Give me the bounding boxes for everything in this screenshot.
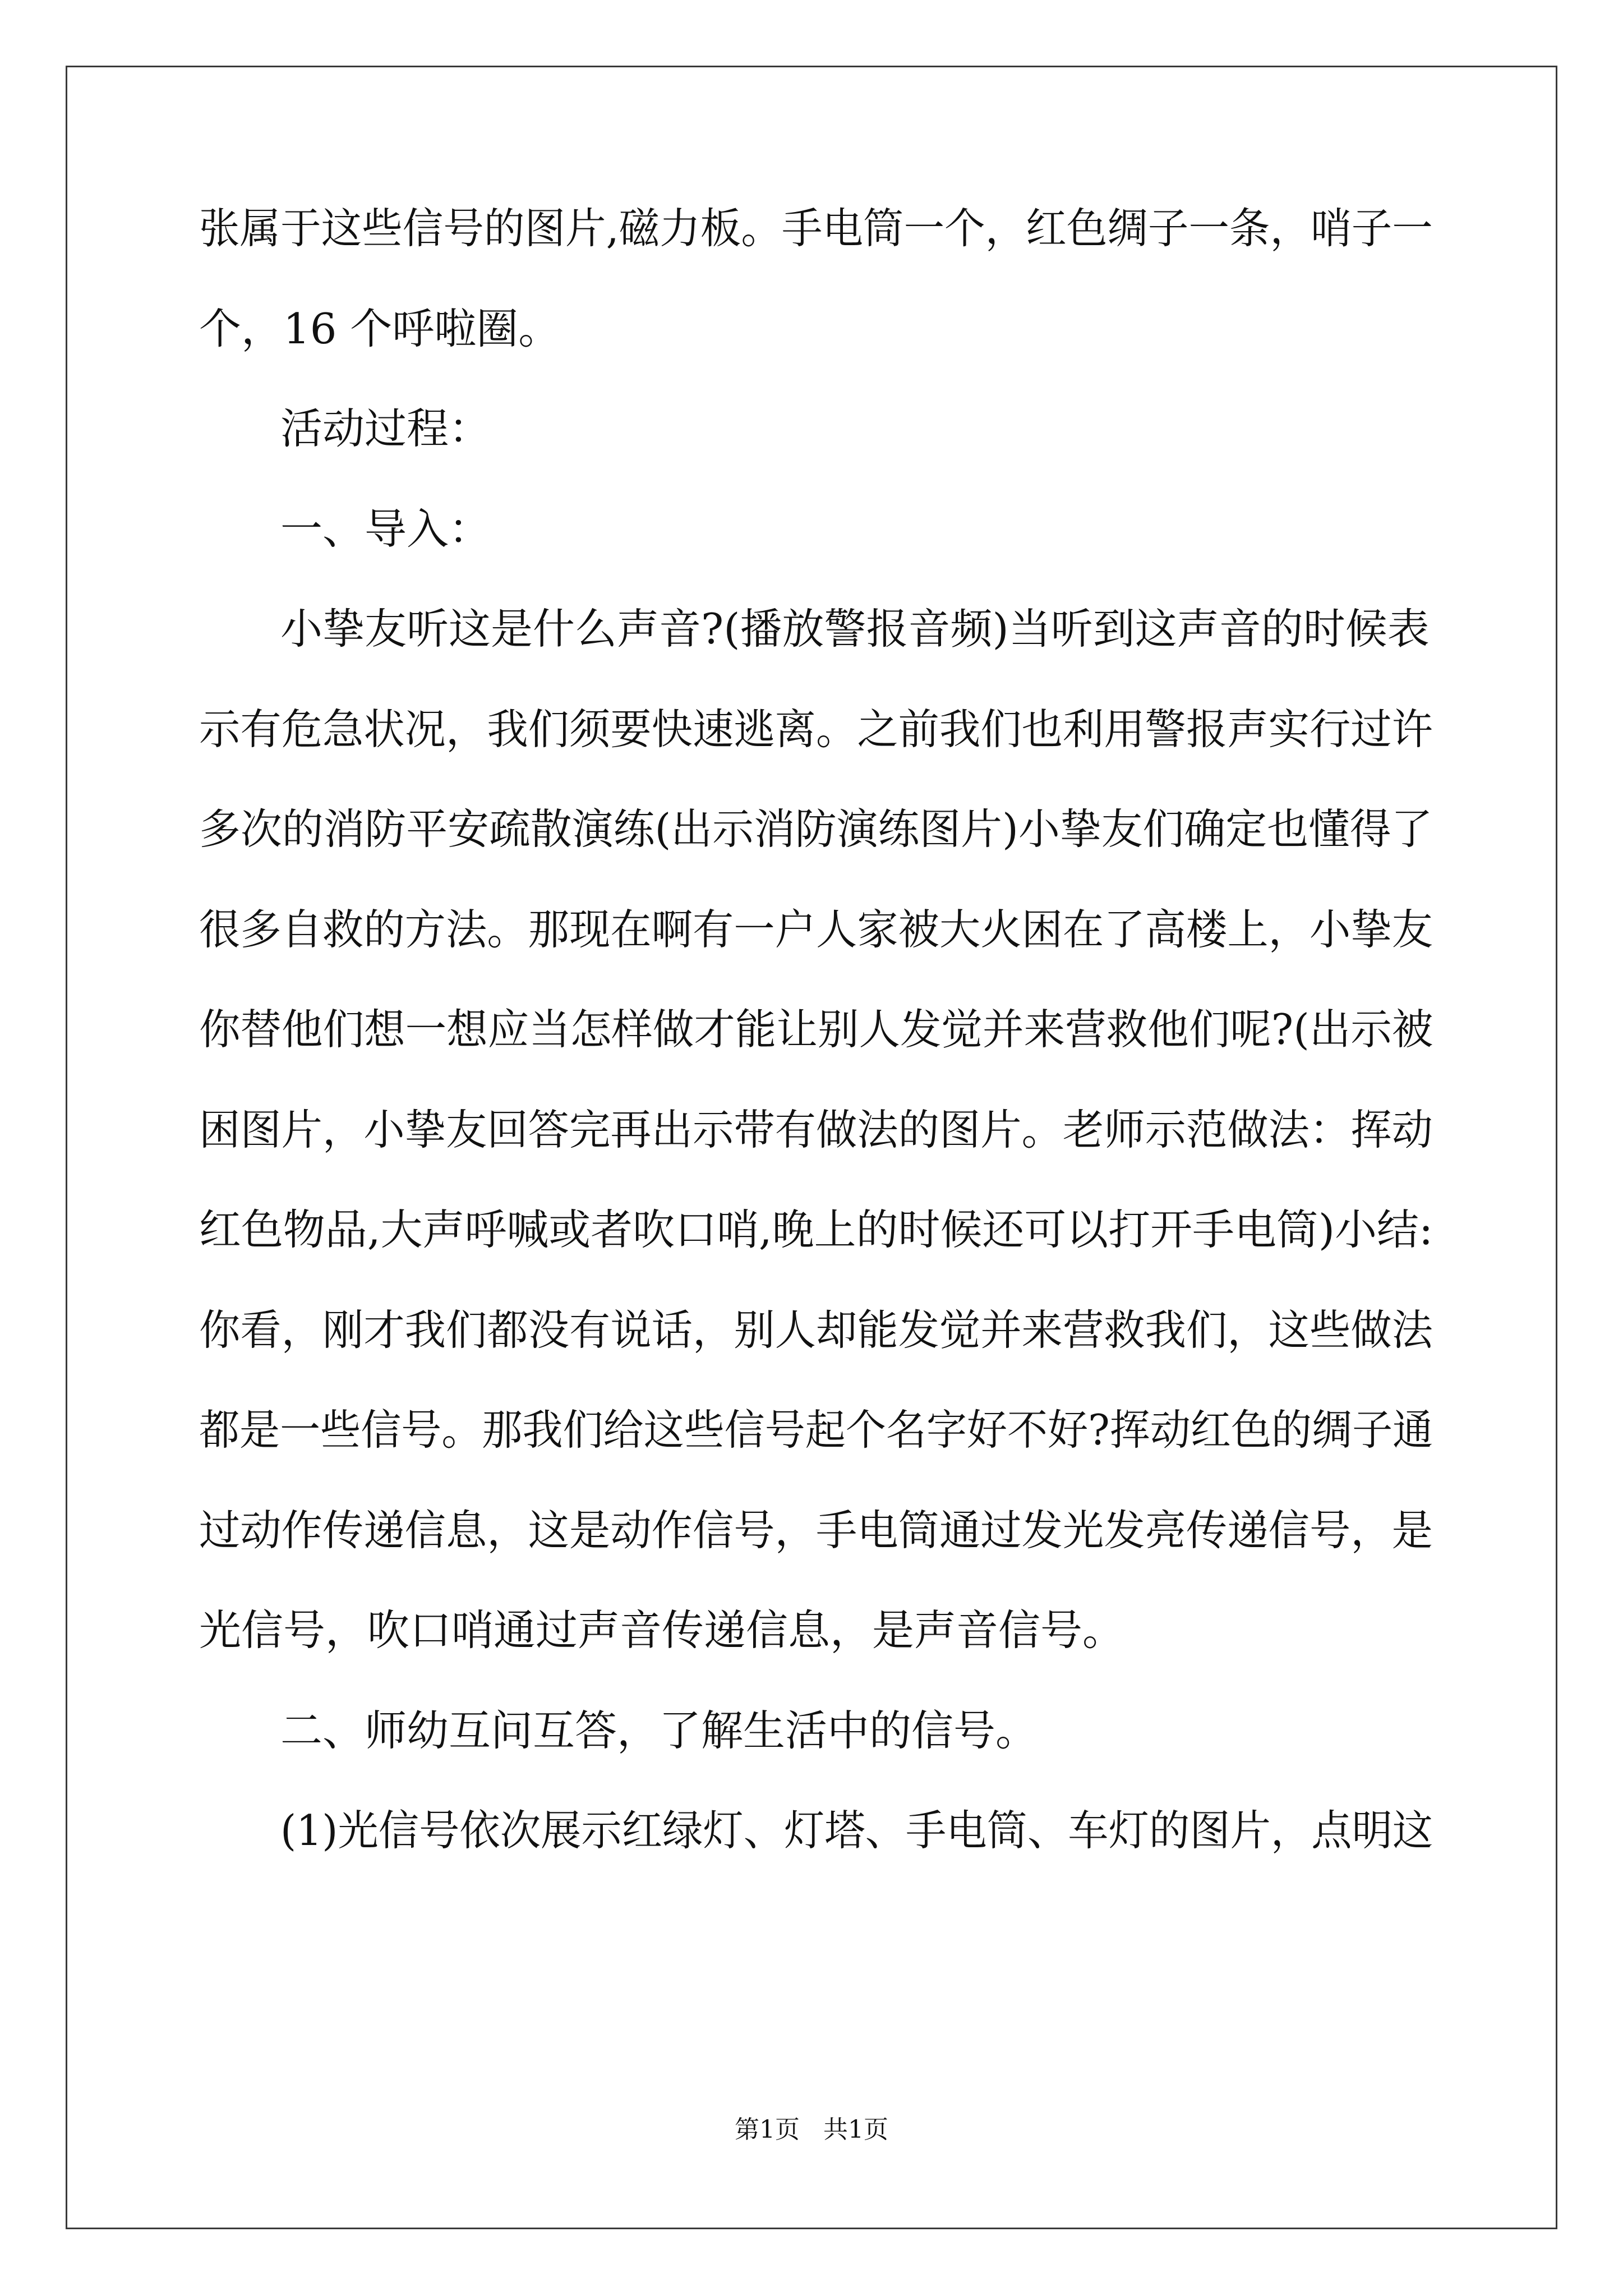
text-line: 活动过程：	[280, 404, 491, 453]
text-line: 困图片，小挚友回答完再出示带有做法的图片。老师示范做法：挥动	[199, 1105, 1433, 1154]
text-line: 张属于这些信号的图片,磁力板。手电筒一个，红色绸子一条，哨子一	[199, 204, 1433, 253]
page-footer: 第1页 共1页	[735, 2115, 888, 2144]
text-line: 都是一些信号。那我们给这些信号起个名字好不好?挥动红色的绸子通	[199, 1405, 1433, 1455]
text-line: 个，16 个呼啦圈。	[199, 304, 561, 353]
text-line: 你看，刚才我们都没有说话，别人却能发觉并来营救我们，这些做法	[199, 1305, 1433, 1355]
text-line: 二、师幼互问互答，了解生活中的信号。	[280, 1706, 1038, 1755]
text-line: 过动作传递信息，这是动作信号，手电筒通过发光发亮传递信号，是	[199, 1506, 1433, 1555]
text-line: 光信号，吹口哨通过声音传递信息，是声音信号。	[199, 1605, 1125, 1655]
text-line: 小挚友听这是什么声音?(播放警报音频)当听到这声音的时候表	[280, 604, 1430, 654]
text-line: (1)光信号依次展示红绿灯、灯塔、手电筒、车灯的图片，点明这	[280, 1806, 1433, 1855]
text-line: 很多自救的方法。那现在啊有一户人家被大火困在了高楼上，小挚友	[199, 905, 1433, 954]
text-line: 你替他们想一想应当怎样做才能让别人发觉并来营救他们呢?(出示被	[199, 1005, 1433, 1054]
text-line: 示有危急状况，我们须要快速逃离。之前我们也利用警报声实行过许	[199, 705, 1433, 754]
text-line: 红色物品,大声呼喊或者吹口哨,晚上的时候还可以打开手电筒)小结:	[199, 1205, 1433, 1254]
text-line: 多次的消防平安疏散演练(出示消防演练图片)小挚友们确定也懂得了	[199, 804, 1433, 854]
text-line: 一、导入：	[280, 504, 491, 554]
